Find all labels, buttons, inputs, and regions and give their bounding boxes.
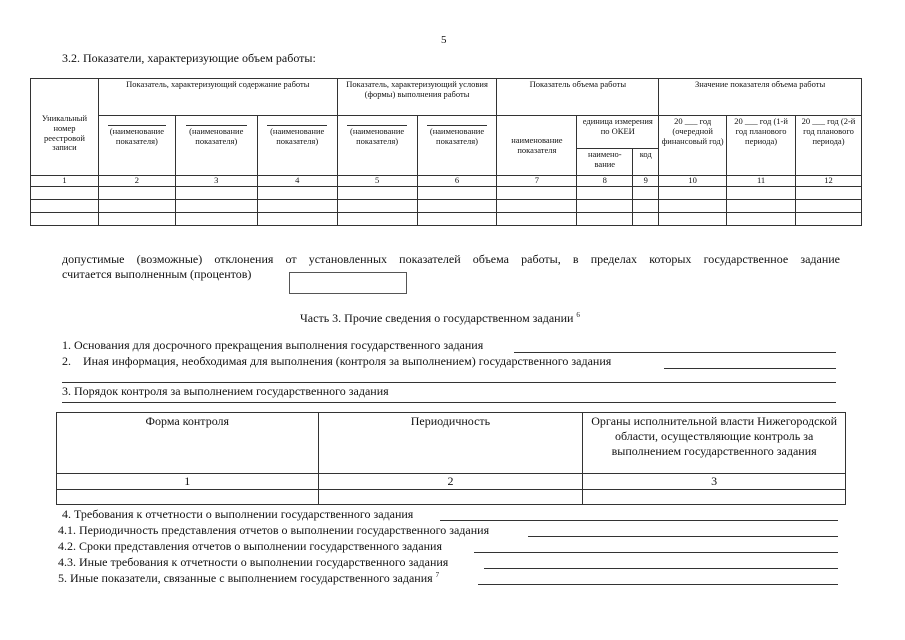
item-5: 5. Иные показатели, связанные с выполнением государственного задания $^7$ bbox=[58, 571, 440, 585]
index-cell: 12 bbox=[796, 176, 862, 187]
item-4: 4. Требования к отчетности о выполнении государственного задания bbox=[62, 507, 414, 521]
content-indicator-1: (наименование показателя) bbox=[98, 116, 175, 176]
tolerance-percent-field[interactable] bbox=[289, 272, 407, 294]
group-volume: Показатель объема работы bbox=[497, 79, 659, 116]
section-title: 3.2. Показатели, характеризующие объем работы: bbox=[62, 51, 316, 65]
item-3: 3. Порядок контроля за выполнением государственного задания bbox=[62, 384, 389, 398]
item-4-2: 4.2. Сроки представления отчетов о выполнении государственного задания bbox=[58, 539, 442, 553]
item-4-3: 4.3. Иные требования к отчетности о выполнении государственного задания bbox=[58, 555, 449, 569]
index-cell: 2 bbox=[98, 176, 175, 187]
group-content: Показатель, характеризующий содержание работы bbox=[98, 79, 337, 116]
condition-indicator-1: (наименование показателя) bbox=[337, 116, 417, 176]
group-conditions: Показатель, характеризующий условия (формы) выполнения работы bbox=[337, 79, 497, 116]
index-cell: 5 bbox=[337, 176, 417, 187]
index-cell: 8 bbox=[577, 176, 633, 187]
index-cell: 3 bbox=[583, 474, 846, 490]
col-periodicity: Периодичность bbox=[318, 413, 583, 474]
item-1: 1. Основания для досрочного прекращения выполнения государственного задания bbox=[62, 338, 484, 352]
index-cell: 2 bbox=[318, 474, 583, 490]
unit-okei: единица измерения по ОКЕИ bbox=[577, 116, 659, 149]
tolerance-text: допустимые (возможные) отклонения от установленных показателей объема работы, в пределах которых государственное задание bbox=[62, 252, 840, 266]
part3-title: Часть 3. Прочие сведения о государственном задании $^6$ bbox=[300, 311, 580, 325]
table-row bbox=[31, 199, 862, 212]
item-2: 2. Иная информация, необходимая для выполнения (контроля за выполнением) государственного задания bbox=[62, 354, 612, 368]
index-cell: 4 bbox=[257, 176, 337, 187]
year-2: 20 ___ год (1-й год планового периода) bbox=[727, 116, 796, 176]
content-indicator-3: (наименование показателя) bbox=[257, 116, 337, 176]
index-cell: 3 bbox=[175, 176, 257, 187]
page-number: 5 bbox=[441, 34, 447, 46]
unit-code: код bbox=[633, 149, 659, 176]
index-cell: 7 bbox=[497, 176, 577, 187]
table-row bbox=[57, 490, 846, 505]
item-4-1: 4.1. Периодичность представления отчетов о выполнении государственного задания bbox=[58, 523, 490, 537]
content-indicator-2: (наименование показателя) bbox=[175, 116, 257, 176]
volume-indicators-table bbox=[30, 78, 862, 226]
col-organs: Органы исполнительной власти Нижегородской области, осуществляющие контроль за выполнением государственного задания bbox=[583, 413, 846, 474]
col-form-control: Форма контроля bbox=[57, 413, 319, 474]
col-unique-number: Уникальный номер реестровой записи bbox=[31, 79, 99, 176]
year-1: 20 ___ год (очередной финансовый год) bbox=[659, 116, 727, 176]
index-cell: 1 bbox=[31, 176, 99, 187]
index-cell: 1 bbox=[57, 474, 319, 490]
unit-name: наимено-вание bbox=[577, 149, 633, 176]
index-cell: 10 bbox=[659, 176, 727, 187]
tolerance-text-2: считается выполненным (процентов) bbox=[62, 267, 252, 281]
year-3: 20 ___ год (2-й год планового периода) bbox=[796, 116, 862, 176]
index-row bbox=[31, 176, 862, 187]
table-row bbox=[31, 212, 862, 225]
group-value: Значение показателя объема работы bbox=[659, 79, 862, 116]
condition-indicator-2: (наименование показателя) bbox=[417, 116, 497, 176]
control-table bbox=[56, 412, 846, 505]
volume-indicator-name: наименование показателя bbox=[497, 116, 577, 176]
table-row bbox=[31, 186, 862, 199]
index-cell: 9 bbox=[633, 176, 659, 187]
index-cell: 11 bbox=[727, 176, 796, 187]
index-row bbox=[57, 474, 846, 490]
index-cell: 6 bbox=[417, 176, 497, 187]
